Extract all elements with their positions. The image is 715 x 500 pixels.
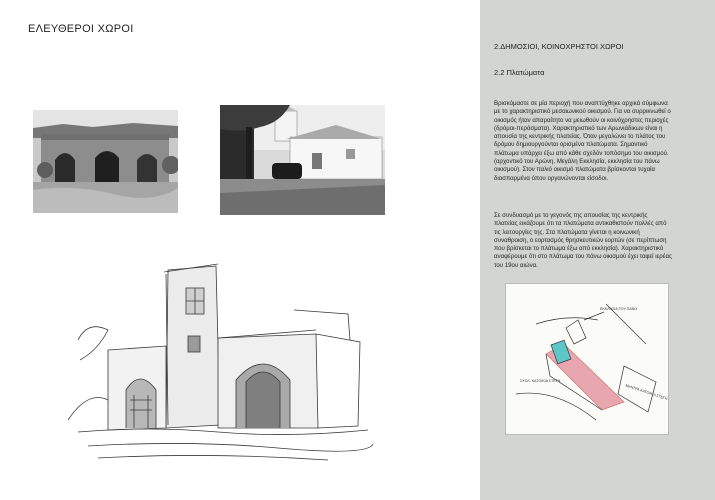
subsection-title: 2.2 Πλατώματα	[494, 68, 545, 77]
section-title: 2.ΔΗΜΟΣΙΟΙ, ΚΟΙΝΟΧΡΗΣΤΟΙ ΧΩΡΟΙ	[494, 42, 624, 51]
paragraph-2: Σε συνδυασμό με το γεγονός της απουσίας της κεντρικής πλατείας εικάζουμε ότι τα πλατώματα αντικαθιστούν πολλές από τις λειτουργίες της. Στα πλατώματα γίνεται η κοινωνική συναθροιση, ο εορτασμός θρησκευτικών εορτών (σε περίπτωση που βρίσκεται το πλάτωμα έξω από εκκλησία). Χαρακτηριστικό αναφέρουμε ότι στο πλάτωμα του πάνω οικισμού έχει ταφεί ιερέας του 19ου αιώνα.	[494, 212, 672, 269]
site-map-sketch	[505, 283, 669, 435]
map-label-school: ΣΧΟΛ. ΚΑΤΟΙΚΙΑ ΣΤΕΓΗ	[520, 379, 561, 383]
pencil-sketch	[68, 250, 378, 465]
map-label-church: ΕΚΚΛΗΣΙΑ ΤΟΥ ΠΑΝΩ	[600, 307, 637, 311]
paragraph-1: Βρισκόμαστε σε μία περιοχή που αναπτύχθηκε αρχικά σύμφωνα με το χαρακτηριστικό μεσαιωνικού οικισμού. Για να συρρικνωθεί ο οικισμός ήταν απαραίτητο να μειωθούν οι κοινόχρηστες περιοχές (δρόμοι-περάσματα). Χαρακτηριστικό των Αρωνιάδικων είναι η απουσία της κεντρικής πλατείας. Όταν μεγαλώνει το πλάτος του δρόμου δημιουργούνται ορισμένα πλατώματα. Σημαντικό πλάτωμα υπάρχει έξω από κάθε σχεδόν τοπόσημο του οικισμού. (αρχοντικό του Αρώνη, Μεγάλη Εκκλησία, εκκλησία του πάνω οικισμού). Στον παλιό οικισμό πλατώματα βρίσκονται τυχαία διασπαρμένα όπου οργανώνονται είσοδοι.	[494, 100, 671, 182]
photo-church	[220, 105, 385, 215]
page-title: ΕΛΕΥΘΕΡΟΙ ΧΩΡΟΙ	[28, 23, 134, 35]
photo-ruin-arches	[33, 110, 178, 213]
map-label-house: ΜΑΝΤΡΑ ΚΑΤΟΙΚΙΑ ΣΤΕΓΗ	[624, 383, 668, 401]
